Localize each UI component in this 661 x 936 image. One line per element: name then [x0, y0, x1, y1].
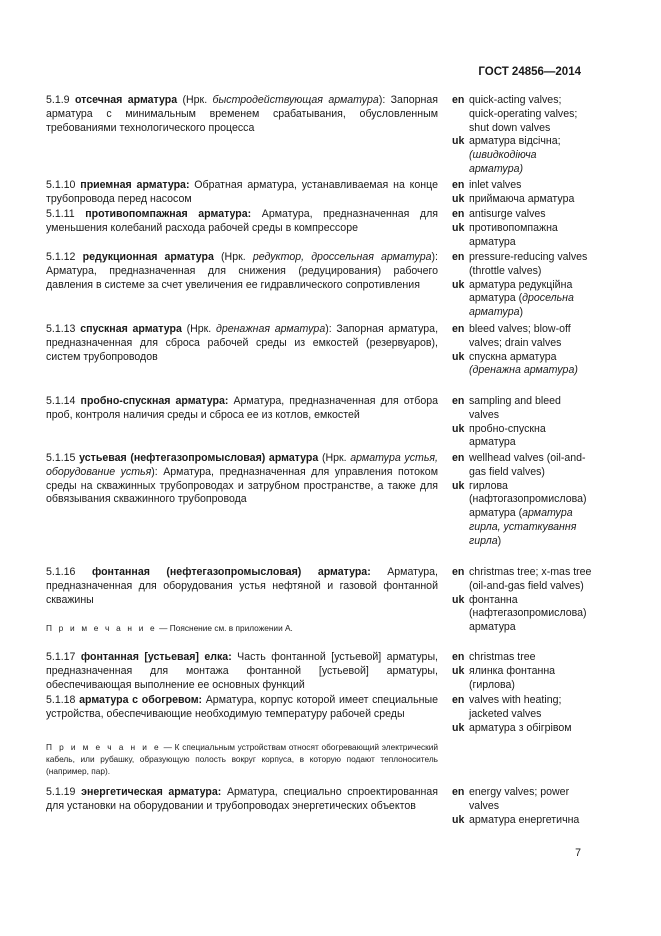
equivalents-block: en quick-acting valves; quick-operating valves; shut down valves uk арматура відсічна; (швидкодіюча арматура) [452, 94, 578, 175]
equivalents-block: en pressure-reducing valves (throttle valves) uk арматура редукційна арматура (дросельна арматура) [452, 251, 588, 319]
term-entry: 5.1.9 отсечная арматура (Нрк. быстродействующая арматура): Запорная арматура с минимальным временем срабатывания, обусловленным требованиями технологического процесса [46, 94, 438, 134]
equivalents-block: en inlet valves uk приймаюча арматура [452, 179, 575, 205]
equivalents-block: en christmas tree uk ялинка фонтанна (гирлова) [452, 651, 556, 691]
equivalents-block: en antisurge valves uk противопомпажна арматура [452, 208, 558, 248]
note: П р и м е ч а н и е — Пояснение см. в приложении А. [46, 623, 293, 633]
term-entry: 5.1.17 фонтанная [устьевая] елка: Часть фонтанной [устьевой] арматуры, предназначенная для монтажа фонтанной [устьевой] арматуры, обеспечивающая выполнение ее основных функций [46, 651, 438, 691]
term-entry: 5.1.13 спускная арматура (Нрк. дренажная арматура): Запорная арматура, предназначенная для сброса рабочей среды из емкостей (резервуаров), систем трубопроводов [46, 323, 439, 363]
equivalents-block: en bleed valves; blow-off valves; drain valves uk спускна арматура (дренажна арматура) [452, 323, 578, 377]
term-entry: 5.1.16 фонтанная (нефтегазопромысловая) арматура: Арматура, предназначенная для оборудования устья нефтяной и газовой фонтанной скважины [46, 566, 438, 606]
term-entry: 5.1.11 противопомпажная арматура: Арматура, предназначенная для уменьшения колебаний расхода рабочей среды в компрессоре [46, 208, 438, 234]
equivalents-block: en wellhead valves (oil-and-gas field valves) uk гирлова (нафтогазопромислова) арматура (арматура гирла, устаткування гирла) [452, 452, 587, 547]
equivalents-block: en christmas tree; x-mas tree (oil-and-gas field valves) uk фонтанна (нафтегазопромислова) арматура [452, 566, 592, 634]
term-entry: 5.1.10 приемная арматура: Обратная арматура, устанавливаемая на конце трубопровода перед насосом [46, 179, 438, 205]
term-entry: 5.1.19 энергетическая арматура: Арматура, специально спроектированная для установки на оборудовании и трубопроводах энергетических объектов [46, 786, 438, 812]
term-entry: 5.1.14 пробно-спускная арматура: Арматура, предназначенная для отбора проб, контроля наличия среды и сброса ее из котлов, емкостей [46, 395, 438, 421]
equivalents-block: en valves with heating; jacketed valves uk арматура з обігрівом [452, 694, 572, 734]
page-number: 7 [575, 847, 581, 859]
term-entry: 5.1.15 устьевая (нефтегазопромысловая) арматура (Нрк. арматура устья, оборудование устья): Арматура, предназначенная для управления потоком среды на скважинных трубопроводах и затрубном пространстве, а также для обвязывания скважинного трубопровода [46, 452, 438, 506]
equivalents-block: en energy valves; power valves uk арматура енергетична [452, 786, 580, 826]
term-entry: 5.1.18 арматура с обогревом: Арматура, корпус которой имеет специальные устройства, обеспечивающие необходимую температуру рабочей среды [46, 694, 438, 720]
note: П р и м е ч а н и е — К специальным устройствам относят обогревающий электрический кабель, или рубашку, образующую полость вокруг корпуса, в которую подают теплоноситель (например, пар). [46, 742, 438, 776]
term-entry: 5.1.12 редукционная арматура (Нрк. редуктор, дроссельная арматура): Арматура, предназначенная для снижения (редуцирования) рабочего давления в системе за счет увеличения ее гидравлического сопротивления [46, 251, 438, 291]
standard-designation: ГОСТ 24856—2014 [478, 66, 581, 78]
equivalents-block: en sampling and bleed valves uk пробно-спускна арматура [452, 395, 561, 449]
